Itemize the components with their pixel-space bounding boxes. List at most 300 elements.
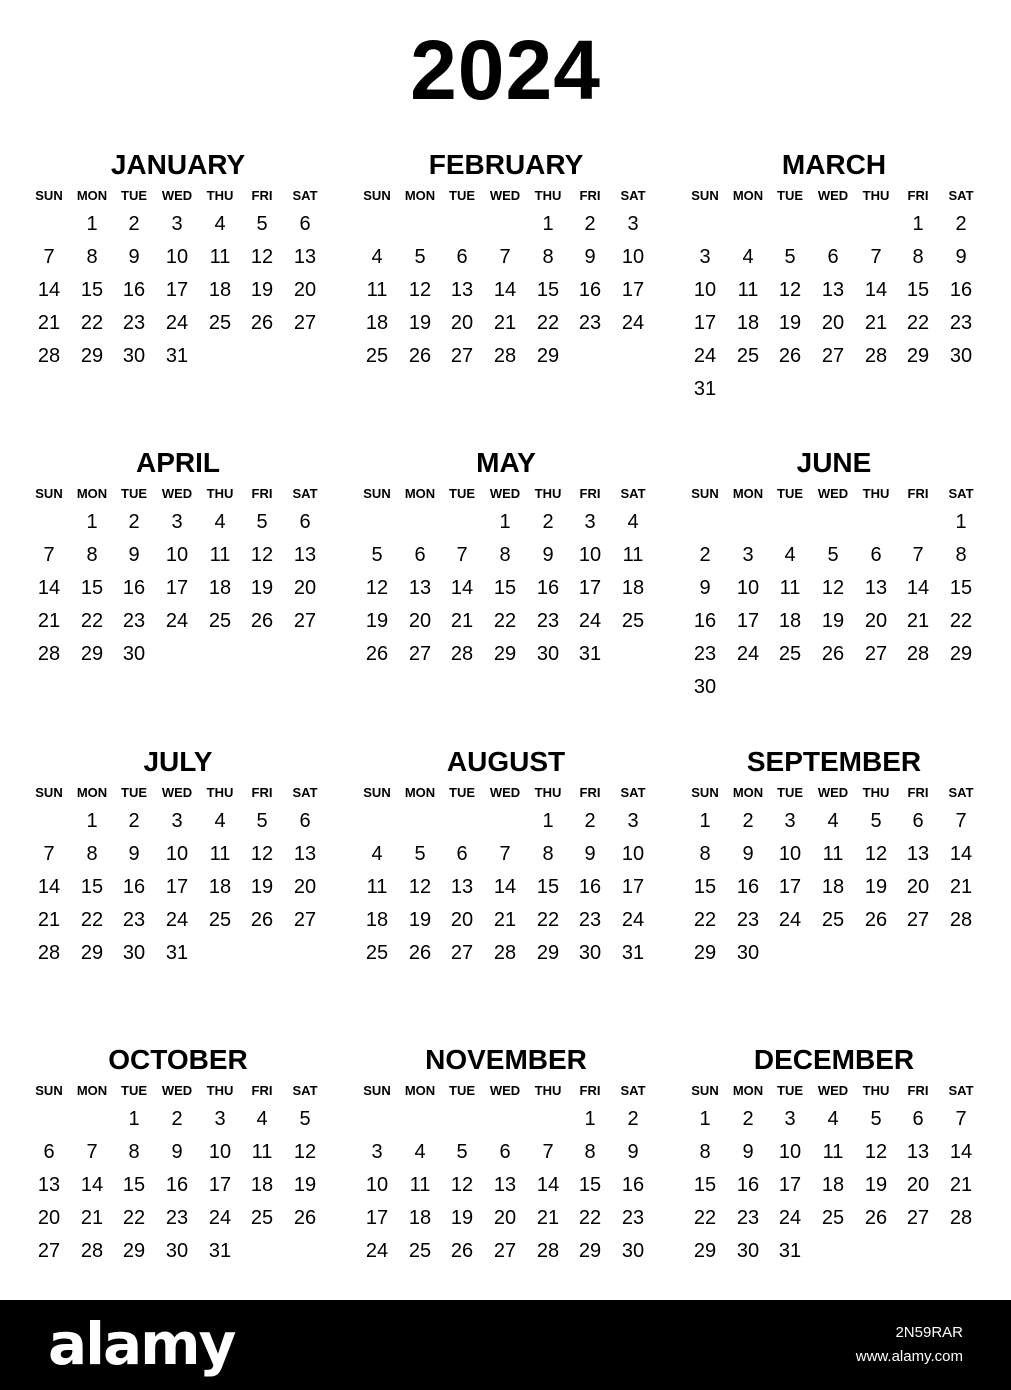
day-cell: 11 — [409, 1174, 431, 1196]
day-cell: 8 — [584, 1141, 596, 1163]
day-cell: 31 — [578, 643, 602, 665]
day-cell: 24 — [778, 909, 802, 931]
weekday-label: TUE — [777, 1083, 803, 1098]
day-cell: 16 — [621, 1174, 645, 1196]
day-cell: 7 — [43, 843, 55, 865]
day-cell: 21 — [493, 909, 517, 931]
month-title: OCTOBER — [108, 1044, 248, 1075]
day-cell: 27 — [37, 1240, 61, 1262]
day-cell: 22 — [693, 1207, 717, 1229]
day-cell: 16 — [122, 279, 146, 301]
day-cell: 8 — [542, 843, 554, 865]
day-cell: 20 — [293, 279, 317, 301]
weekday-label: SUN — [35, 785, 63, 800]
day-cell: 30 — [736, 1240, 760, 1262]
day-cell: 19 — [408, 312, 432, 334]
day-cell: 1 — [86, 213, 98, 235]
day-cell: 30 — [122, 942, 146, 964]
day-cell: 2 — [742, 810, 754, 832]
day-cell: 12 — [250, 544, 274, 566]
day-grid — [684, 1106, 984, 1306]
day-cell: 28 — [536, 1240, 560, 1262]
day-cell: 8 — [955, 544, 967, 566]
day-cell: 30 — [122, 643, 146, 665]
day-cell: 19 — [250, 876, 274, 898]
day-cell: 23 — [122, 909, 146, 931]
weekday-label: TUE — [449, 486, 475, 501]
day-cell: 28 — [864, 345, 888, 367]
day-cell: 10 — [578, 544, 602, 566]
day-cell: 2 — [955, 213, 967, 235]
day-cell: 1 — [542, 810, 554, 832]
weekday-header — [28, 785, 328, 801]
day-cell: 15 — [693, 876, 717, 898]
weekday-label: THU — [534, 188, 562, 203]
day-cell: 25 — [736, 345, 760, 367]
day-cell: 21 — [864, 312, 888, 334]
day-cell: 13 — [293, 843, 317, 865]
day-cell: 3 — [784, 1108, 796, 1130]
day-cell: 1 — [699, 1108, 711, 1130]
day-cell: 27 — [293, 909, 317, 931]
day-cell: 6 — [827, 246, 839, 268]
day-cell: 8 — [499, 544, 511, 566]
day-cell: 4 — [784, 544, 796, 566]
weekday-label: FRI — [251, 785, 273, 800]
day-cell: 30 — [621, 1240, 645, 1262]
day-cell: 29 — [578, 1240, 602, 1262]
day-cell: 20 — [293, 577, 317, 599]
weekday-label: SAT — [620, 785, 646, 800]
day-cell: 6 — [299, 511, 311, 533]
day-cell: 7 — [43, 544, 55, 566]
day-cell: 1 — [499, 511, 511, 533]
day-cell: 3 — [171, 213, 183, 235]
day-cell: 26 — [293, 1207, 317, 1229]
weekday-label: FRI — [907, 785, 929, 800]
day-cell: 25 — [208, 909, 232, 931]
day-cell: 16 — [578, 279, 602, 301]
day-cell: 22 — [578, 1207, 602, 1229]
day-cell: 29 — [80, 345, 104, 367]
weekday-label: MON — [76, 785, 108, 800]
day-cell: 15 — [80, 876, 104, 898]
day-cell: 17 — [165, 876, 189, 898]
day-cell: 11 — [366, 279, 388, 301]
day-cell: 19 — [864, 876, 888, 898]
weekday-label: WED — [489, 1083, 521, 1098]
day-cell: 17 — [778, 876, 802, 898]
day-cell: 18 — [365, 909, 389, 931]
day-cell: 20 — [821, 312, 845, 334]
day-cell: 8 — [86, 246, 98, 268]
weekday-header — [356, 188, 656, 204]
weekday-label: SAT — [620, 1083, 646, 1098]
month-title: JULY — [143, 746, 213, 777]
day-cell: 13 — [493, 1174, 517, 1196]
day-cell: 19 — [293, 1174, 317, 1196]
day-cell: 5 — [414, 843, 426, 865]
weekday-label: WED — [489, 785, 521, 800]
day-cell: 5 — [827, 544, 839, 566]
day-cell: 12 — [778, 279, 802, 301]
day-cell: 19 — [250, 279, 274, 301]
year-title: 2024 — [410, 23, 601, 117]
day-cell: 11 — [209, 246, 231, 268]
day-cell: 13 — [906, 843, 930, 865]
weekday-label: MON — [404, 785, 436, 800]
day-cell: 2 — [128, 810, 140, 832]
weekday-label: SAT — [948, 188, 974, 203]
day-grid — [356, 1106, 656, 1306]
day-cell: 10 — [208, 1141, 232, 1163]
weekday-label: SAT — [292, 486, 318, 501]
day-cell: 26 — [864, 909, 888, 931]
weekday-label: WED — [489, 486, 521, 501]
day-cell: 6 — [43, 1141, 55, 1163]
day-cell: 16 — [536, 577, 560, 599]
day-cell: 10 — [621, 246, 645, 268]
day-cell: 26 — [778, 345, 802, 367]
day-cell: 13 — [293, 544, 317, 566]
day-cell: 21 — [949, 1174, 973, 1196]
day-cell: 29 — [122, 1240, 146, 1262]
day-cell: 20 — [293, 876, 317, 898]
weekday-label: MON — [732, 486, 764, 501]
day-cell: 4 — [827, 1108, 839, 1130]
day-cell: 24 — [165, 610, 189, 632]
day-cell: 30 — [536, 643, 560, 665]
day-cell: 16 — [736, 1174, 760, 1196]
day-cell: 23 — [122, 312, 146, 334]
day-cell: 31 — [208, 1240, 232, 1262]
day-cell: 23 — [736, 909, 760, 931]
day-cell: 17 — [693, 312, 717, 334]
weekday-label: MON — [404, 188, 436, 203]
day-cell: 26 — [250, 312, 274, 334]
day-cell: 21 — [949, 876, 973, 898]
day-cell: 28 — [37, 345, 61, 367]
day-grid — [684, 808, 984, 1008]
day-cell: 19 — [778, 312, 802, 334]
day-cell: 18 — [821, 1174, 845, 1196]
day-cell: 12 — [250, 843, 274, 865]
day-cell: 6 — [414, 544, 426, 566]
day-cell: 4 — [371, 246, 383, 268]
day-cell: 22 — [80, 909, 104, 931]
day-grid — [28, 211, 328, 411]
weekday-label: FRI — [251, 486, 273, 501]
weekday-label: SUN — [363, 486, 391, 501]
day-cell: 26 — [864, 1207, 888, 1229]
day-cell: 15 — [536, 279, 560, 301]
weekday-label: SAT — [948, 785, 974, 800]
day-cell: 22 — [80, 312, 104, 334]
day-cell: 12 — [450, 1174, 474, 1196]
day-cell: 2 — [542, 511, 554, 533]
day-cell: 20 — [450, 312, 474, 334]
day-cell: 7 — [499, 843, 511, 865]
day-grid — [356, 509, 656, 709]
weekday-label: FRI — [907, 188, 929, 203]
day-cell: 8 — [699, 1141, 711, 1163]
weekday-label: TUE — [449, 1083, 475, 1098]
day-cell: 12 — [821, 577, 845, 599]
day-cell: 25 — [365, 345, 389, 367]
weekday-label: MON — [732, 188, 764, 203]
day-cell: 30 — [165, 1240, 189, 1262]
weekday-label: THU — [862, 785, 890, 800]
day-cell: 18 — [365, 312, 389, 334]
weekday-label: SAT — [620, 486, 646, 501]
weekday-label: SUN — [363, 785, 391, 800]
day-cell: 27 — [293, 312, 317, 334]
month-title: MAY — [476, 447, 536, 478]
day-cell: 24 — [778, 1207, 802, 1229]
weekday-label: TUE — [121, 188, 147, 203]
weekday-header — [28, 1083, 328, 1099]
day-cell: 21 — [450, 610, 474, 632]
day-cell: 18 — [208, 279, 232, 301]
day-cell: 28 — [493, 942, 517, 964]
day-cell: 29 — [80, 942, 104, 964]
weekday-label: FRI — [579, 1083, 601, 1098]
day-cell: 18 — [736, 312, 760, 334]
day-cell: 7 — [912, 544, 924, 566]
day-cell: 25 — [250, 1207, 274, 1229]
day-cell: 12 — [864, 843, 888, 865]
day-cell: 31 — [621, 942, 645, 964]
day-cell: 7 — [86, 1141, 98, 1163]
weekday-label: FRI — [251, 188, 273, 203]
weekday-label: SUN — [35, 1083, 63, 1098]
day-cell: 24 — [165, 909, 189, 931]
day-cell: 22 — [80, 610, 104, 632]
day-cell: 11 — [251, 1141, 273, 1163]
weekday-label: SUN — [35, 486, 63, 501]
weekday-label: SUN — [363, 188, 391, 203]
month-title: DECEMBER — [753, 1044, 915, 1075]
day-cell: 14 — [906, 577, 930, 599]
day-cell: 2 — [627, 1108, 639, 1130]
day-cell: 11 — [209, 843, 231, 865]
day-cell: 21 — [80, 1207, 104, 1229]
day-cell: 19 — [365, 610, 389, 632]
weekday-label: THU — [206, 486, 234, 501]
weekday-header — [684, 188, 984, 204]
day-cell: 22 — [536, 312, 560, 334]
day-cell: 24 — [736, 643, 760, 665]
weekday-label: SUN — [691, 1083, 719, 1098]
weekday-label: SUN — [363, 1083, 391, 1098]
day-cell: 28 — [37, 942, 61, 964]
weekday-label: WED — [817, 1083, 849, 1098]
weekday-label: FRI — [579, 785, 601, 800]
day-cell: 29 — [536, 942, 560, 964]
weekday-label: MON — [404, 486, 436, 501]
day-cell: 9 — [742, 843, 754, 865]
day-cell: 4 — [627, 511, 639, 533]
day-cell: 23 — [122, 610, 146, 632]
day-cell: 2 — [584, 213, 596, 235]
day-cell: 4 — [256, 1108, 268, 1130]
day-cell: 9 — [627, 1141, 639, 1163]
day-cell: 7 — [456, 544, 468, 566]
day-cell: 12 — [365, 577, 389, 599]
day-cell: 20 — [906, 876, 930, 898]
day-cell: 27 — [408, 643, 432, 665]
day-cell: 9 — [542, 544, 554, 566]
day-cell: 10 — [165, 544, 189, 566]
day-cell: 15 — [493, 577, 517, 599]
day-cell: 14 — [493, 876, 517, 898]
day-cell: 8 — [128, 1141, 140, 1163]
day-cell: 27 — [906, 1207, 930, 1229]
day-cell: 16 — [122, 577, 146, 599]
weekday-label: FRI — [579, 188, 601, 203]
day-cell: 21 — [37, 610, 61, 632]
day-cell: 19 — [450, 1207, 474, 1229]
day-cell: 8 — [86, 544, 98, 566]
day-cell: 13 — [821, 279, 845, 301]
month-title: SEPTEMBER — [746, 746, 922, 777]
alamy-logo: alamy — [48, 1310, 235, 1378]
weekday-label: SUN — [35, 188, 63, 203]
weekday-label: SAT — [948, 1083, 974, 1098]
month-title: FEBRUARY — [428, 149, 584, 180]
day-cell: 17 — [165, 577, 189, 599]
month-title: APRIL — [136, 447, 220, 478]
day-cell: 1 — [86, 810, 98, 832]
day-cell: 27 — [906, 909, 930, 931]
day-cell: 24 — [208, 1207, 232, 1229]
day-cell: 5 — [414, 246, 426, 268]
day-cell: 3 — [171, 810, 183, 832]
day-cell: 30 — [122, 345, 146, 367]
day-cell: 24 — [365, 1240, 389, 1262]
day-cell: 15 — [80, 279, 104, 301]
weekday-label: TUE — [121, 785, 147, 800]
day-cell: 27 — [450, 345, 474, 367]
day-cell: 10 — [778, 843, 802, 865]
day-cell: 15 — [693, 1174, 717, 1196]
weekday-header — [356, 785, 656, 801]
day-cell: 17 — [578, 577, 602, 599]
day-cell: 20 — [450, 909, 474, 931]
day-cell: 1 — [584, 1108, 596, 1130]
day-cell: 27 — [493, 1240, 517, 1262]
day-cell: 10 — [165, 843, 189, 865]
day-cell: 14 — [450, 577, 474, 599]
day-cell: 11 — [622, 544, 644, 566]
day-cell: 6 — [456, 843, 468, 865]
day-cell: 11 — [737, 279, 759, 301]
day-cell: 12 — [293, 1141, 317, 1163]
day-cell: 23 — [736, 1207, 760, 1229]
day-cell: 19 — [864, 1174, 888, 1196]
day-cell: 3 — [627, 213, 639, 235]
weekday-label: THU — [534, 1083, 562, 1098]
day-cell: 25 — [365, 942, 389, 964]
day-cell: 23 — [693, 643, 717, 665]
day-cell: 6 — [912, 810, 924, 832]
day-cell: 16 — [736, 876, 760, 898]
day-cell: 11 — [822, 1141, 844, 1163]
day-cell: 29 — [693, 1240, 717, 1262]
day-cell: 15 — [536, 876, 560, 898]
weekday-label: SAT — [292, 1083, 318, 1098]
day-cell: 4 — [214, 511, 226, 533]
day-cell: 20 — [408, 610, 432, 632]
weekday-label: TUE — [121, 1083, 147, 1098]
day-cell: 5 — [870, 810, 882, 832]
day-cell: 18 — [250, 1174, 274, 1196]
weekday-header — [684, 1083, 984, 1099]
day-cell: 6 — [870, 544, 882, 566]
day-cell: 1 — [699, 810, 711, 832]
day-cell: 5 — [256, 810, 268, 832]
day-cell: 2 — [699, 544, 711, 566]
weekday-label: FRI — [907, 1083, 929, 1098]
day-cell: 21 — [906, 610, 930, 632]
weekday-label: MON — [76, 188, 108, 203]
day-cell: 14 — [37, 279, 61, 301]
weekday-label: TUE — [777, 188, 803, 203]
day-cell: 2 — [584, 810, 596, 832]
day-cell: 5 — [256, 213, 268, 235]
weekday-label: SAT — [620, 188, 646, 203]
weekday-label: MON — [732, 785, 764, 800]
day-cell: 30 — [949, 345, 973, 367]
weekday-label: THU — [862, 1083, 890, 1098]
weekday-header — [684, 486, 984, 502]
day-cell: 9 — [128, 843, 140, 865]
day-cell: 13 — [293, 246, 317, 268]
day-cell: 26 — [821, 643, 845, 665]
day-cell: 6 — [456, 246, 468, 268]
day-cell: 23 — [578, 312, 602, 334]
weekday-label: MON — [404, 1083, 436, 1098]
day-cell: 17 — [165, 279, 189, 301]
day-cell: 13 — [450, 876, 474, 898]
day-cell: 16 — [122, 876, 146, 898]
day-cell: 26 — [408, 942, 432, 964]
weekday-label: SAT — [292, 188, 318, 203]
day-cell: 20 — [864, 610, 888, 632]
day-cell: 15 — [578, 1174, 602, 1196]
weekday-label: WED — [817, 785, 849, 800]
month-title: JUNE — [796, 447, 872, 478]
weekday-header — [356, 486, 656, 502]
day-cell: 13 — [37, 1174, 61, 1196]
day-grid — [28, 509, 328, 709]
day-cell: 9 — [584, 246, 596, 268]
day-cell: 20 — [906, 1174, 930, 1196]
weekday-label: THU — [862, 486, 890, 501]
weekday-label: WED — [489, 188, 521, 203]
day-cell: 3 — [171, 511, 183, 533]
weekday-label: THU — [206, 1083, 234, 1098]
day-cell: 2 — [171, 1108, 183, 1130]
day-cell: 13 — [408, 577, 432, 599]
day-cell: 26 — [408, 345, 432, 367]
day-cell: 11 — [779, 577, 801, 599]
day-cell: 10 — [165, 246, 189, 268]
day-cell: 9 — [128, 544, 140, 566]
day-cell: 31 — [165, 345, 189, 367]
day-cell: 26 — [250, 909, 274, 931]
day-cell: 17 — [621, 876, 645, 898]
